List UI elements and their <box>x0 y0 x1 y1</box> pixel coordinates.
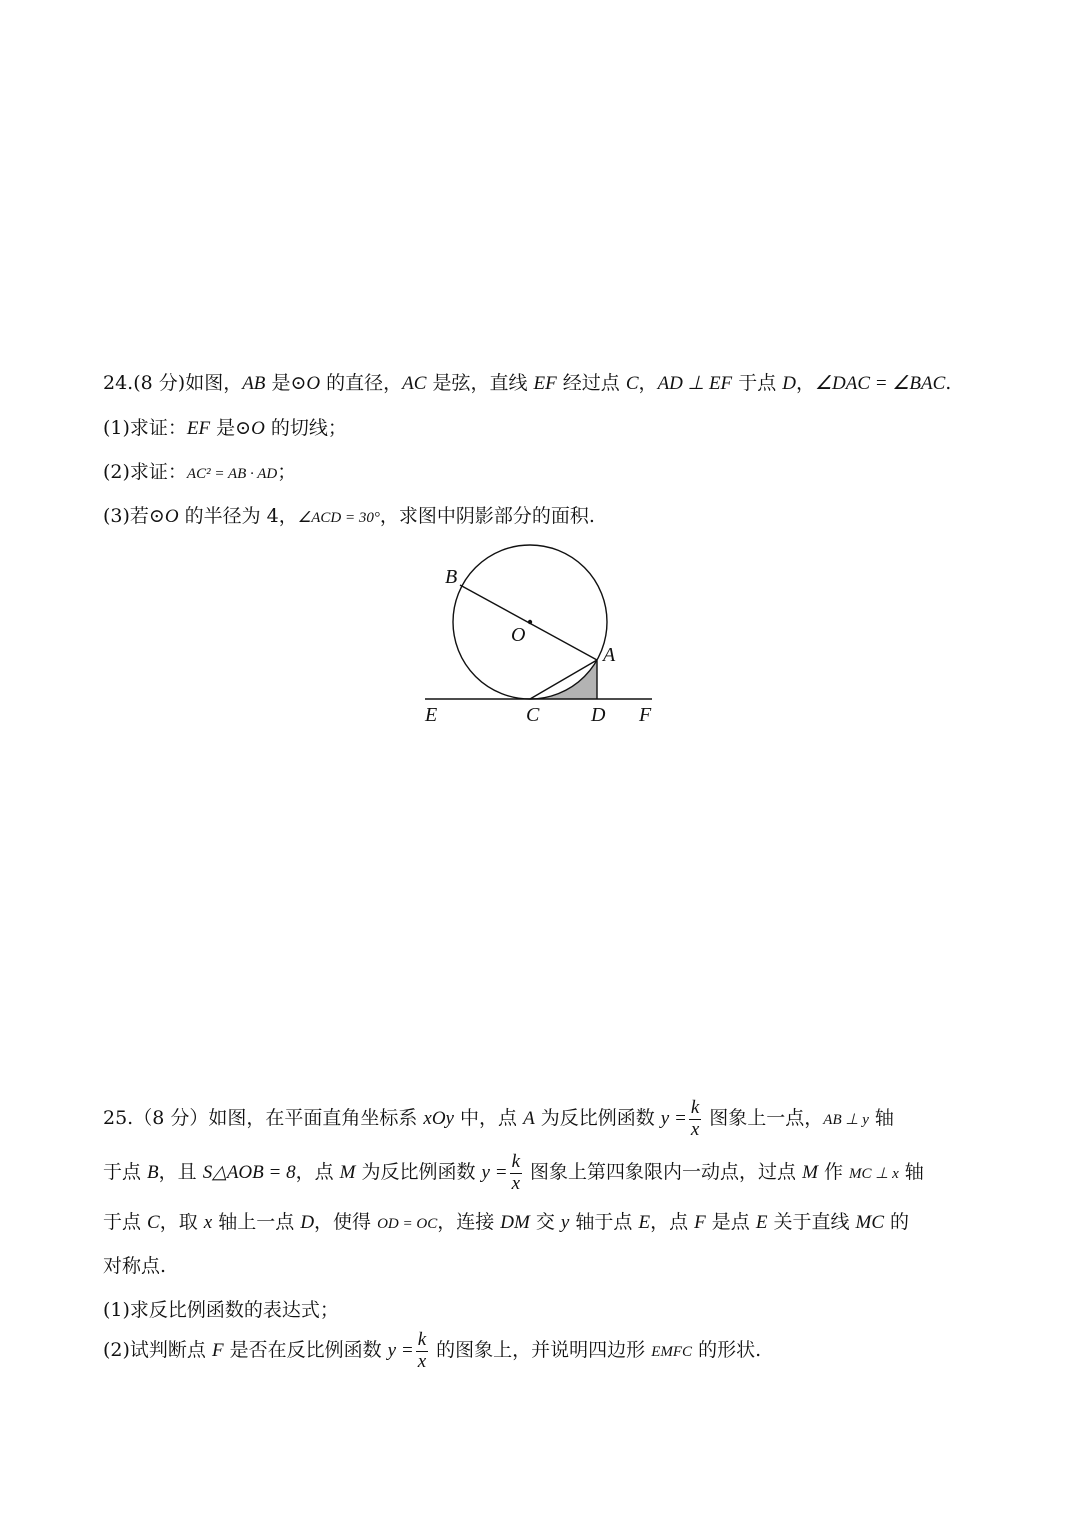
q24-part3: (3)若⊙O 的半径为 4，∠ACD = 30°，求图中阴影部分的面积. <box>103 505 595 527</box>
label-e: E <box>425 704 438 726</box>
q25-part1: (1)求反比例函数的表达式； <box>103 1299 339 1321</box>
q25-line2: 于点 B，且 S△AOB = 8，点 M 为反比例函数 y = $\frac{k}{x}$ 图象上第四象限内一动点，过点 M 作 MC ⊥ x 轴 <box>103 1150 924 1194</box>
q24-stem: 24.(8 分)如图，AB 是⊙O 的直径，AC 是弦，直线 EF 经过点 C，AD ⊥ EF 于点 D，∠DAC = ∠BAC. <box>103 372 952 394</box>
label-c: C <box>526 704 540 726</box>
q24-points: (8 分) <box>133 372 186 394</box>
q24-figure <box>420 540 660 730</box>
label-o: O <box>511 624 526 646</box>
label-d: D <box>591 704 606 726</box>
label-b: B <box>445 566 458 588</box>
q25-points: （8 分） <box>133 1107 209 1129</box>
q24-number: 24. <box>103 372 134 394</box>
label-f: F <box>639 704 652 726</box>
fraction-k-over-x: $\frac{k}{x}$ <box>417 1328 427 1372</box>
q25-line4: 对称点. <box>103 1255 167 1277</box>
q25-line3: 于点 C，取 x 轴上一点 D，使得 OD = OC，连接 DM 交 y 轴于点 E，点 F 是点 E 关于直线 MC 的 <box>103 1211 910 1233</box>
q25-line1: 25.（8 分）如图，在平面直角坐标系 xOy 中，点 A 为反比例函数 y = $\frac{k}{x}$ 图象上一点，AB ⊥ y 轴 <box>103 1096 894 1140</box>
fraction-k-over-x: $\frac{k}{x}$ <box>690 1096 700 1140</box>
q24-part1: (1)求证：EF 是⊙O 的切线； <box>103 417 347 439</box>
q25-number: 25. <box>103 1107 134 1129</box>
center-point <box>528 620 532 624</box>
q24-part2: (2)求证：AC² = AB · AD； <box>103 461 297 483</box>
q25-part2: (2)试判断点 F 是否在反比例函数 y = $\frac{k}{x}$ 的图象上，并说明四边形 EMFC 的形状. <box>103 1328 762 1372</box>
fraction-k-over-x: $\frac{k}{x}$ <box>511 1150 520 1194</box>
label-a: A <box>603 644 616 666</box>
circle-tangent-diagram <box>420 540 660 730</box>
